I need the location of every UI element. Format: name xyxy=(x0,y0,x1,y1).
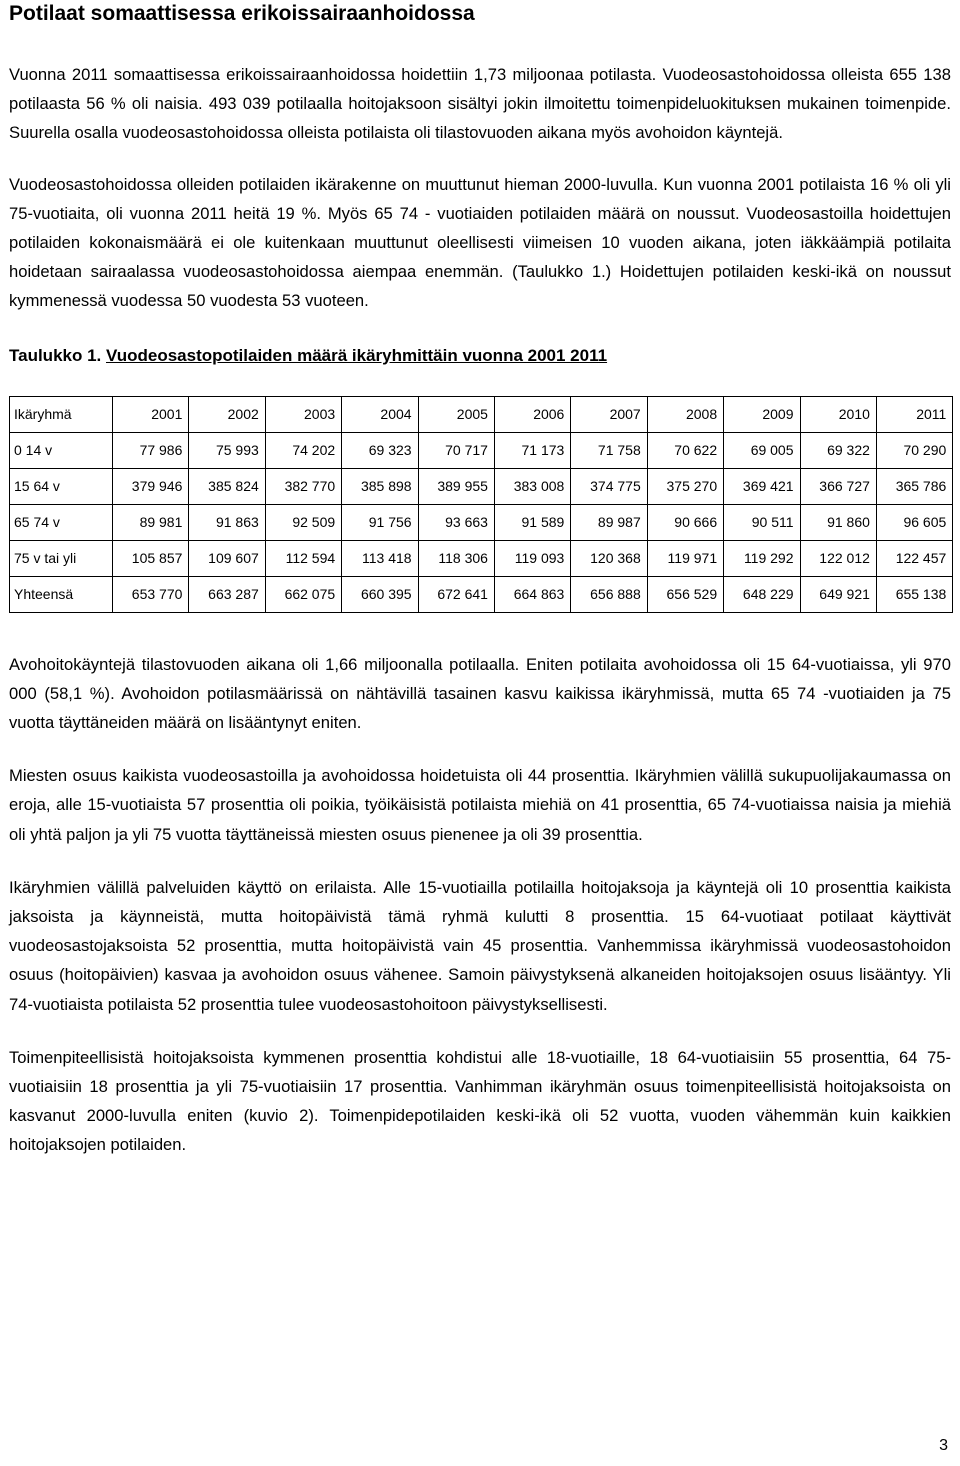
row-label: 65 74 v xyxy=(10,504,113,540)
table-cell: 112 594 xyxy=(265,540,341,576)
row-label: 75 v tai yli xyxy=(10,540,113,576)
paragraph-6: Toimenpiteellisistä hoitojaksoista kymmenen prosenttia kohdistui alle 18-vuotiaille, 18 64-vuotiaisiin 55 prosenttia, 64 75-vuotiaisiin 18 prosenttia ja yli 75-vuotiaisiin 17 prosenttia. Vanhimman ikäryhmän osuus toimenpiteellisistä hoitojaksoista on kasvanut 2000-luvulla eniten (kuvio 2). Toimenpidepotilaiden keski-ikä oli 52 vuotta, vuoden vähemmän kuin kaikkien hoitojaksojen potilaiden. xyxy=(9,1047,951,1155)
table-cell: 382 770 xyxy=(265,468,341,504)
table-caption xyxy=(9,344,951,368)
table-header-row xyxy=(10,396,953,432)
paragraph-3: Avohoitokäyntejä tilastovuoden aikana oli 1,66 miljoonalla potilaalla. Eniten potilaita avohoidossa oli 15 64-vuotiaissa, yli 970 000 (58,1 %). Avohoidon potilasmäärissä on nähtävillä tasainen kasvu kaikissa ikäryhmissä, mutta 65 74 -vuotiaiden ja 75 vuotta täyttäneiden määrä on lisääntynyt eniten. xyxy=(9,654,951,733)
column-header-year: 2006 xyxy=(494,396,570,432)
paragraph-4: Miesten osuus kaikista vuodeosastoilla ja avohoidossa hoidetuista oli 44 prosenttia. Ikäryhmien välillä sukupuolijakaumassa on eroja, alle 15-vuotiaista 57 prosenttia oli poikia, työikäisistä potilaista miehiä on 41 prosenttia, 65 74-vuotiaissa naisia ja miehiä oli yhtä paljon ja yli 75 vuotta täyttäneissä miesten osuus pienenee ja oli 39 prosenttia. xyxy=(9,766,951,844)
table-cell: 69 323 xyxy=(342,432,418,468)
table-cell: 375 270 xyxy=(647,468,723,504)
column-header-year: 2009 xyxy=(724,396,800,432)
table-cell: 70 717 xyxy=(418,432,494,468)
table-cell: 648 229 xyxy=(724,576,800,612)
paragraph-2: Vuodeosastohoidossa olleiden potilaiden ikärakenne on muuttunut hieman 2000-luvulla. Kun vuonna 2001 potilaista 16 % oli yli 75-vuotiaita, oli vuonna 2011 heitä 19 %. Myös 65 74 - vuotiaiden potilaiden määrä on noussut. Vuodeosastoilla hoidettujen potilaiden kokonaismäärä ei ole kuitenkaan muuttunut oleellisesti viimeisen 10 vuoden aikana, joten iäkkäämpiä potilaita hoidetaan sairaalassa vuodeosastohoidossa aiempaa enemmän. (Taulukko 1.) Hoidettujen potilaiden keski-ikä on noussut kymmenessä vuodessa 50 vuodesta 53 vuoteen. xyxy=(9,174,951,311)
table-cell: 91 756 xyxy=(342,504,418,540)
table-cell: 653 770 xyxy=(113,576,189,612)
table-row xyxy=(10,468,953,504)
table-caption-title: Vuodeosastopotilaiden määrä ikäryhmittäin vuonna 2001 2011 xyxy=(106,345,608,365)
table-cell: 69 322 xyxy=(800,432,876,468)
table-cell: 122 012 xyxy=(800,540,876,576)
table-cell: 672 641 xyxy=(418,576,494,612)
table-cell: 91 589 xyxy=(494,504,570,540)
column-header-year: 2010 xyxy=(800,396,876,432)
table-cell: 120 368 xyxy=(571,540,647,576)
table-cell: 119 292 xyxy=(724,540,800,576)
table-cell: 385 898 xyxy=(342,468,418,504)
table-cell: 105 857 xyxy=(113,540,189,576)
paragraph-1: Vuonna 2011 somaattisessa erikoissairaanhoidossa hoidettiin 1,73 miljoonaa potilasta. Vuodeosastohoidossa olleista 655 138 potilaasta 56 % oli naisia. 493 039 potilaalla hoitojaksoon sisältyi jokin ilmoitettu toimenpideluokituksen mukainen toimenpide. Suurella osalla vuodeosastohoidossa olleista potilaista oli tilastovuoden aikana myös avohoidon käyntejä. xyxy=(9,65,951,143)
table-cell: 77 986 xyxy=(113,432,189,468)
table-cell: 119 093 xyxy=(494,540,570,576)
table-cell: 71 758 xyxy=(571,432,647,468)
table-cell: 91 860 xyxy=(800,504,876,540)
table-cell: 662 075 xyxy=(265,576,341,612)
column-header-year: 2003 xyxy=(265,396,341,432)
column-header-age-group: Ikäryhmä xyxy=(10,396,113,432)
section-heading: Potilaat somaattisessa erikoissairaanhoidossa xyxy=(9,2,475,25)
table-cell: 70 622 xyxy=(647,432,723,468)
table-row xyxy=(10,504,953,540)
column-header-year: 2001 xyxy=(113,396,189,432)
table-cell: 366 727 xyxy=(800,468,876,504)
column-header-year: 2004 xyxy=(342,396,418,432)
table-cell: 664 863 xyxy=(494,576,570,612)
table-caption-label: Taulukko 1. xyxy=(9,345,102,365)
table-cell: 383 008 xyxy=(494,468,570,504)
table-body xyxy=(10,432,953,612)
table-cell: 90 666 xyxy=(647,504,723,540)
table-cell: 96 605 xyxy=(876,504,952,540)
table-cell: 122 457 xyxy=(876,540,952,576)
column-header-year: 2005 xyxy=(418,396,494,432)
table-cell: 119 971 xyxy=(647,540,723,576)
document-page xyxy=(9,0,951,1160)
table-row xyxy=(10,540,953,576)
table-cell: 92 509 xyxy=(265,504,341,540)
paragraph-5: Ikäryhmien välillä palveluiden käyttö on erilaista. Alle 15-vuotiailla potilailla hoitojaksoja ja käyntejä oli 10 prosenttia kaikista jaksoista ja käynneistä, mutta hoitopäivistä tämä ryhmä kulutti 8 prosenttia. 15 64-vuotiaat potilaat käyttivät vuodeosastojaksoista 52 prosenttia, mutta hoitopäivistä vain 45 prosenttia. Vanhemmissa ikäryhmissä vuodeosastohoidon osuus (hoitopäivien) kasvaa ja avohoidon osuus vähenee. Samoin päivystyksenä alkaneiden hoitojaksojen osuus lisääntyy. Yli 74-vuotiaista potilaista 52 prosenttia tulee vuodeosastohoitoon päivystyksellisesti. xyxy=(9,877,951,1014)
table-cell: 385 824 xyxy=(189,468,265,504)
column-header-year: 2011 xyxy=(876,396,952,432)
table-cell: 660 395 xyxy=(342,576,418,612)
table-cell: 71 173 xyxy=(494,432,570,468)
table-cell: 75 993 xyxy=(189,432,265,468)
table-cell: 379 946 xyxy=(113,468,189,504)
table-cell: 656 529 xyxy=(647,576,723,612)
table-cell: 90 511 xyxy=(724,504,800,540)
table-cell: 89 987 xyxy=(571,504,647,540)
table-cell: 389 955 xyxy=(418,468,494,504)
table-cell: 374 775 xyxy=(571,468,647,504)
table-cell: 649 921 xyxy=(800,576,876,612)
table-header xyxy=(10,396,953,432)
column-header-year: 2007 xyxy=(571,396,647,432)
table-cell: 369 421 xyxy=(724,468,800,504)
row-label: Yhteensä xyxy=(10,576,113,612)
table-cell: 113 418 xyxy=(342,540,418,576)
row-label: 15 64 v xyxy=(10,468,113,504)
table-cell: 365 786 xyxy=(876,468,952,504)
table-row xyxy=(10,432,953,468)
table-cell: 93 663 xyxy=(418,504,494,540)
table-row xyxy=(10,576,953,612)
table-cell: 91 863 xyxy=(189,504,265,540)
column-header-year: 2008 xyxy=(647,396,723,432)
row-label: 0 14 v xyxy=(10,432,113,468)
table-cell: 89 981 xyxy=(113,504,189,540)
page-number: 3 xyxy=(939,1437,948,1454)
table-cell: 655 138 xyxy=(876,576,952,612)
patients-by-age-table xyxy=(9,396,953,613)
table-cell: 118 306 xyxy=(418,540,494,576)
table-cell: 74 202 xyxy=(265,432,341,468)
table-cell: 109 607 xyxy=(189,540,265,576)
table-cell: 656 888 xyxy=(571,576,647,612)
table-cell: 70 290 xyxy=(876,432,952,468)
table-cell: 663 287 xyxy=(189,576,265,612)
table-cell: 69 005 xyxy=(724,432,800,468)
column-header-year: 2002 xyxy=(189,396,265,432)
